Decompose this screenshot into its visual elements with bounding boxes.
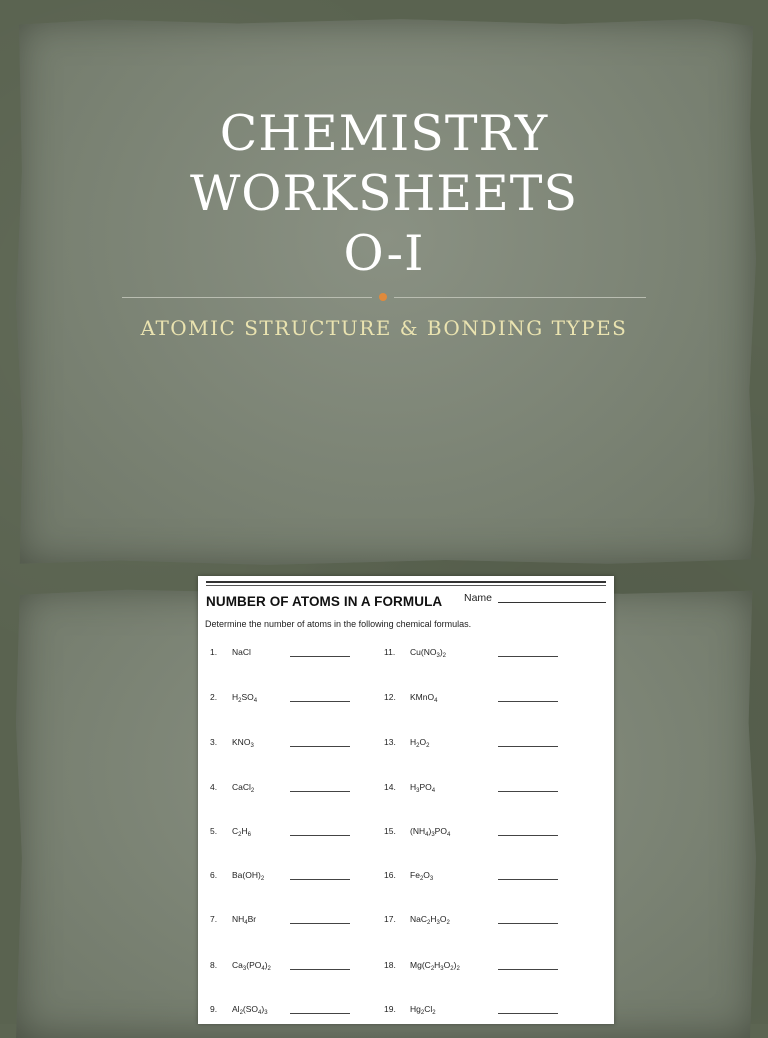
worksheet-item bbox=[384, 914, 450, 926]
item-number: 16. bbox=[384, 870, 396, 880]
slide-subtitle: ATOMIC STRUCTURE & BONDING TYPES bbox=[140, 316, 628, 340]
item-number: 6. bbox=[210, 870, 218, 880]
title-slide bbox=[16, 18, 756, 566]
answer-blank bbox=[290, 746, 350, 747]
answer-blank bbox=[290, 1013, 350, 1014]
worksheet-item bbox=[384, 1004, 436, 1016]
worksheet-item bbox=[210, 826, 251, 838]
answer-blank bbox=[290, 879, 350, 880]
worksheet-item bbox=[384, 782, 435, 794]
title-line-3: O-I bbox=[343, 225, 425, 282]
item-formula: $H_2O_2$ bbox=[410, 737, 430, 749]
item-formula: $(NH_4)_3PO_4$ bbox=[410, 826, 451, 838]
name-line bbox=[498, 602, 606, 603]
answer-blank bbox=[498, 879, 558, 880]
item-number: 15. bbox=[384, 826, 396, 836]
worksheet-item bbox=[384, 870, 433, 882]
item-number: 5. bbox=[210, 826, 218, 836]
name-label: Name bbox=[464, 592, 493, 604]
item-number: 2. bbox=[210, 692, 218, 702]
item-number: 17. bbox=[384, 914, 396, 924]
item-formula: KMnO$_4$ bbox=[410, 692, 438, 704]
item-number: 11. bbox=[384, 647, 396, 657]
worksheet-top-rule bbox=[206, 581, 606, 583]
answer-blank bbox=[290, 701, 350, 702]
worksheet-item bbox=[210, 692, 257, 704]
answer-blank bbox=[498, 746, 558, 747]
item-formula: $KNO_3$ bbox=[232, 737, 254, 749]
worksheet-instructions: Determine the number of atoms in the following chemical formulas. bbox=[205, 619, 472, 629]
answer-blank bbox=[498, 701, 558, 702]
item-number: 9. bbox=[210, 1004, 218, 1014]
worksheet-item bbox=[384, 647, 446, 659]
item-number: 8. bbox=[210, 960, 218, 970]
worksheet-item bbox=[210, 737, 254, 749]
item-formula: CaCl$_2$ bbox=[232, 782, 255, 794]
worksheet-item bbox=[210, 914, 256, 926]
divider-dot bbox=[379, 293, 387, 301]
answer-blank bbox=[498, 1013, 558, 1014]
item-formula: $H_2SO_4$ bbox=[232, 692, 258, 704]
item-formula: $Ca_3(PO_4)_2$ bbox=[232, 960, 271, 972]
worksheet-item bbox=[210, 782, 254, 794]
worksheet-item bbox=[210, 647, 251, 657]
item-number: 12. bbox=[384, 692, 396, 702]
title-line-1: CHEMISTRY bbox=[219, 105, 549, 162]
item-number: 7. bbox=[210, 914, 218, 924]
answer-blank bbox=[498, 656, 558, 657]
item-number: 4. bbox=[210, 782, 218, 792]
answer-blank bbox=[290, 923, 350, 924]
answer-blank bbox=[290, 656, 350, 657]
item-number: 3. bbox=[210, 737, 218, 747]
item-formula: NaCl bbox=[232, 647, 251, 657]
item-number: 13. bbox=[384, 737, 396, 747]
item-formula: $H_3PO_4$ bbox=[410, 782, 436, 794]
worksheet-heading: NUMBER OF ATOMS IN A FORMULA bbox=[206, 594, 443, 609]
item-number: 1. bbox=[210, 647, 218, 657]
answer-blank bbox=[498, 835, 558, 836]
item-formula: $Mg(C_2H_3O_2)_2$ bbox=[410, 960, 460, 972]
item-formula: $Fe_2O_3$ bbox=[410, 870, 434, 882]
item-number: 19. bbox=[384, 1004, 396, 1014]
answer-blank bbox=[498, 923, 558, 924]
slide-title bbox=[0, 104, 768, 284]
worksheet-item bbox=[210, 960, 271, 972]
item-formula: $Ba(OH)_2$ bbox=[232, 870, 265, 882]
worksheet-top-rule-thin bbox=[206, 585, 606, 586]
divider-left bbox=[122, 297, 372, 298]
answer-blank bbox=[290, 791, 350, 792]
item-number: 14. bbox=[384, 782, 396, 792]
answer-blank bbox=[290, 969, 350, 970]
item-formula: $Cu(NO_3)_2$ bbox=[410, 647, 447, 659]
worksheet-image bbox=[198, 576, 614, 1024]
divider-right bbox=[394, 297, 646, 298]
item-formula: $NaC_2H_3O_2$ bbox=[410, 914, 450, 926]
worksheet-item bbox=[210, 1004, 268, 1016]
worksheet-item bbox=[384, 826, 450, 838]
answer-blank bbox=[498, 791, 558, 792]
item-formula: $Hg_2Cl_2$ bbox=[410, 1004, 436, 1016]
worksheet-item bbox=[384, 737, 429, 749]
item-formula: $NH_4Br$ bbox=[232, 914, 257, 926]
worksheet-item bbox=[384, 960, 460, 972]
answer-blank bbox=[498, 969, 558, 970]
worksheet-item bbox=[384, 692, 437, 704]
worksheet-item bbox=[210, 870, 264, 882]
item-number: 18. bbox=[384, 960, 396, 970]
item-formula: $C_2H_6$ bbox=[232, 826, 251, 838]
item-formula: $Al_2(SO_4)_3$ bbox=[232, 1004, 268, 1016]
answer-blank bbox=[290, 835, 350, 836]
title-line-2: WORKSHEETS bbox=[189, 165, 579, 222]
